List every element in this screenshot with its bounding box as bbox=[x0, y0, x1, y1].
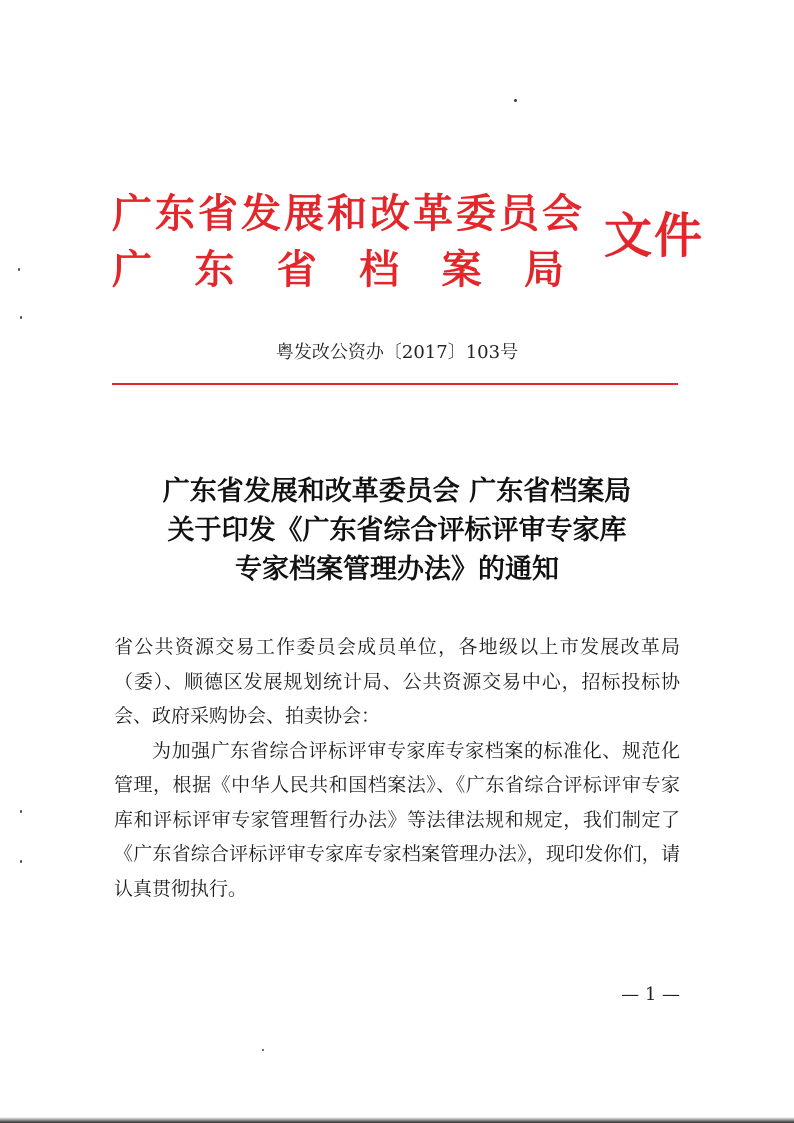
scan-edge bbox=[0, 1117, 794, 1123]
issuer-line-2-char: 省 bbox=[276, 246, 317, 293]
issuer-line-2-char: 广 bbox=[112, 246, 152, 293]
document-number: 粤发改公资办〔2017〕103号 bbox=[275, 342, 519, 363]
issuer-line-2-char: 东 bbox=[194, 246, 235, 293]
red-divider bbox=[112, 383, 678, 385]
issuer-line-2-char: 档 bbox=[359, 246, 400, 293]
issuer-line-2-char: 局 bbox=[523, 246, 564, 293]
scan-speck bbox=[18, 268, 20, 271]
issuer-line-2 bbox=[112, 242, 564, 298]
issuer-line-1: 广东省发展和改革委员会 bbox=[112, 190, 585, 237]
document-type-label: 文件 bbox=[604, 208, 705, 264]
issuer-block bbox=[112, 186, 585, 298]
title-line-3: 专家档案管理办法》的通知 bbox=[235, 554, 559, 585]
issuer-line-2-char: 案 bbox=[441, 246, 482, 293]
title-line-1: 广东省发展和改革委员会 广东省档案局 bbox=[162, 476, 632, 507]
recipients-paragraph: 省公共资源交易工作委员会成员单位，各地级以上市发展改革局（委）、顺德区发展规划统计局、公共资源交易中心，招标投标协会、政府采购协会、拍卖协会： bbox=[114, 636, 680, 727]
scan-speck bbox=[20, 860, 22, 863]
document-title bbox=[0, 472, 794, 589]
body-paragraph: 为加强广东省综合评标评审专家库专家档案的标准化、规范化管理，根据《中华人民共和国档案法》、《广东省综合评标评审专家库和评标评审专家管理暂行办法》等法律法规和规定，我们制定了《广东省综合评标评审专家库专家档案管理办法》，现印发你们，请认真贯彻执行。 bbox=[114, 739, 680, 900]
scan-speck bbox=[20, 810, 22, 813]
scan-speck bbox=[20, 316, 22, 319]
scan-speck bbox=[514, 99, 517, 102]
title-line-2: 关于印发《广东省综合评标评审专家库 bbox=[167, 515, 627, 546]
document-body bbox=[114, 630, 680, 906]
scan-speck bbox=[262, 1049, 264, 1051]
page-number: — 1 — bbox=[621, 984, 680, 1005]
